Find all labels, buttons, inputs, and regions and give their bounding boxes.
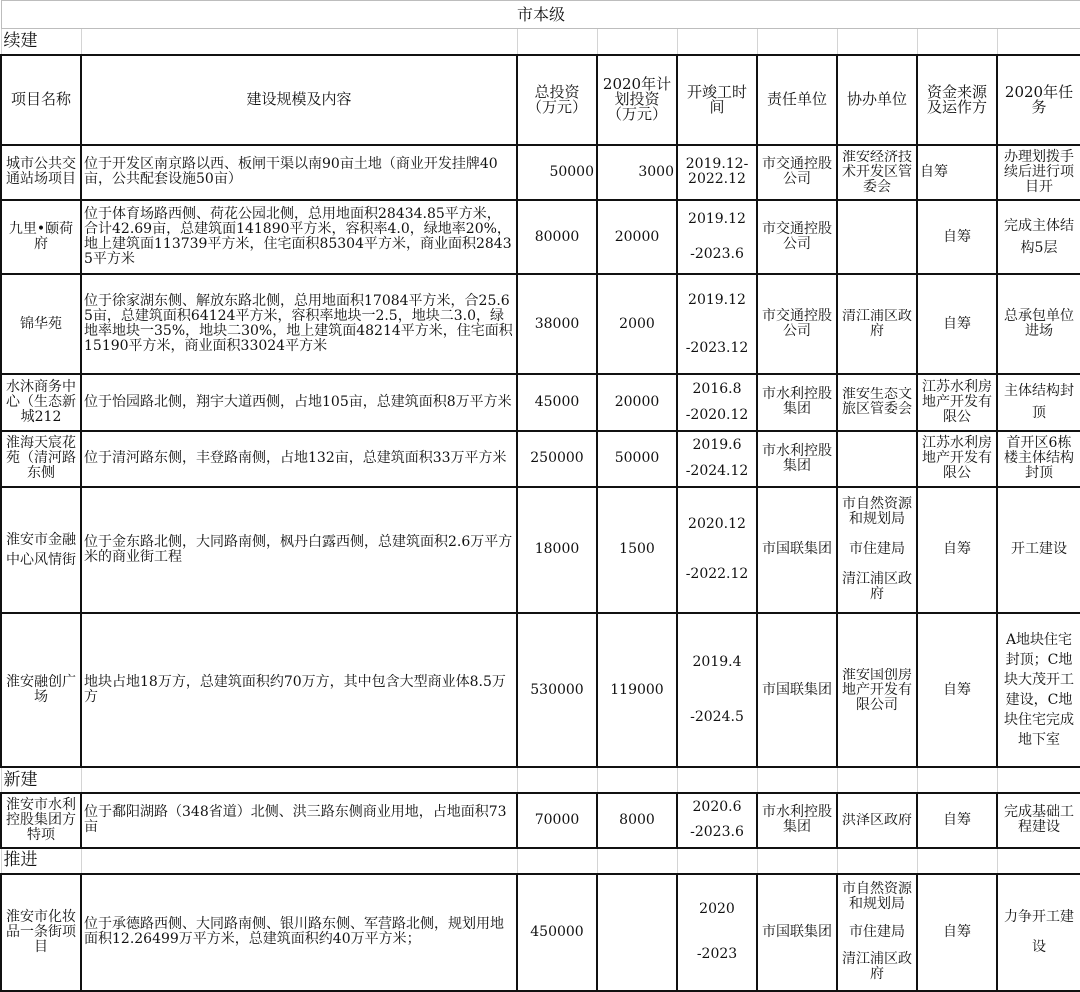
construction-period [677,145,757,200]
end-date: -2020.12 [685,406,749,423]
plan-investment: 2000 [597,274,677,374]
funding-source: 自筹 [917,200,997,274]
project-scope: 位于清河路东侧，丰登路南侧，占地132亩，总建筑面积33万平方米 [81,431,517,487]
responsible-unit: 市国联集团 [757,613,837,767]
start-date: 2019.12 [688,291,746,308]
funding-source: 江苏水利房地产开发有限公 [917,374,997,430]
sheet-title: 市本级 [1,1,1080,29]
annual-task: 开工建设 [997,487,1080,613]
project-scope: 位于承德路西侧、大同路南侧、银川路东侧、军营路北侧，规划用地面积12.26499万平方米，总建筑面积约40万平方米； [81,874,517,991]
assisting-unit-name: 清江浦区政府 [842,571,912,603]
start-date: 2019.4 [692,654,742,671]
project-scope: 位于鄱阳湖路（348省道）北侧、洪三路东侧商业用地，占地面积73亩 [81,793,517,847]
header-assist: 协办单位 [837,55,917,145]
assisting-unit-name: 市住建局 [849,541,905,558]
assisting-unit [837,374,917,430]
assisting-unit [837,793,917,847]
total-investment: 250000 [517,431,597,487]
plan-investment: 8000 [597,793,677,847]
assisting-unit-name: 清江浦区政府 [842,951,912,983]
assisting-unit-name: 淮安生态文旅区管委会 [842,387,912,418]
construction-period [677,613,757,767]
plan-investment: 50000 [597,431,677,487]
annual-task: 力争开工建设 [997,874,1080,991]
header-scope: 建设规模及内容 [81,55,517,145]
project-scope: 位于体育场路西侧、荷花公园北侧，总用地面积28434.85平方米，合计42.69亩，总建筑面141890平方米，容积率4.0，绿地率20%，地上建筑面113739平方米，住宅面积85304平方米，商业面积28435平方米 [81,200,517,274]
total-investment: 530000 [517,613,597,767]
assisting-unit-name: 淮安国创房地产开发有限公司 [842,667,912,713]
responsible-unit: 市交通控股公司 [757,274,837,374]
start-date: 2019.6 [692,437,742,454]
plan-investment: 3000 [597,145,677,200]
table-row [1,874,1080,991]
total-investment: 38000 [517,274,597,374]
annual-task: A地块住宅封顶；C地块大茂开工建设，C地块住宅完成地下室 [997,613,1080,767]
start-date: 2019.12- [685,157,749,173]
project-name: 九里•颐荷府 [1,200,81,274]
assisting-unit-name: 市自然资源和规划局 [842,881,912,913]
plan-investment: 119000 [597,613,677,767]
project-scope: 位于徐家湖东侧、解放东路北侧，总用地面积17084平方米，合25.65亩，总建筑面积64124平方米，容积率地块一2.5，地块二3.0，绿地率地块一35%，地块二30%，地上建筑面48214平方米，住宅面积15190平方米，商业面积33024平方米 [81,274,517,374]
end-date: 2022.12 [688,172,746,188]
annual-task: 首开区6栋楼主体结构封顶 [997,431,1080,487]
project-name: 淮海天宸花苑（清河路东侧 [1,431,81,487]
header-fund: 资金来源及运作方 [917,55,997,145]
project-scope: 位于开发区南京路以西、板闸干渠以南90亩土地（商业开发挂牌40亩，公共配套设施50亩） [81,145,517,200]
plan-investment [597,874,677,991]
end-date: -2023.6 [690,246,744,263]
table-row [1,793,1080,847]
assisting-unit-name: 清江浦区政府 [842,309,912,340]
header-task: 2020年任务 [997,55,1080,145]
total-investment: 80000 [517,200,597,274]
start-date: 2020.12 [688,516,746,533]
annual-task: 总承包单位进场 [997,274,1080,374]
responsible-unit: 市水利控股集团 [757,793,837,847]
start-date: 2019.12 [688,211,746,228]
table-row [1,431,1080,487]
plan-investment: 20000 [597,374,677,430]
project-name: 淮安市金融中心风情街 [1,487,81,613]
construction-period [677,374,757,430]
start-date: 2020.6 [692,799,742,816]
funding-source: 自筹 [917,487,997,613]
table-row [1,274,1080,374]
assisting-unit [837,145,917,200]
assisting-unit-name: 淮安经济技术开发区管委会 [842,149,912,195]
header-row [1,55,1080,145]
responsible-unit: 市国联集团 [757,874,837,991]
total-investment: 45000 [517,374,597,430]
table-row [1,613,1080,767]
annual-task: 主体结构封顶 [997,374,1080,430]
responsible-unit: 市水利控股集团 [757,374,837,430]
responsible-unit: 市国联集团 [757,487,837,613]
section-continuing: 续建 [1,29,81,55]
table-row [1,200,1080,274]
project-name: 锦华苑 [1,274,81,374]
project-name: 城市公共交通站场项目 [1,145,81,200]
project-scope: 位于金东路北侧，大同路南侧，枫丹白露西侧，总建筑面积2.6万平方米的商业街工程 [81,487,517,613]
funding-source: 自筹 [917,274,997,374]
section-advance: 推进 [1,848,81,874]
funding-source: 自筹 [917,145,997,200]
assisting-unit [837,874,917,991]
assisting-unit-name: 市住建局 [849,923,905,940]
construction-period [677,874,757,991]
assisting-unit [837,487,917,613]
total-investment: 50000 [517,145,597,200]
assisting-unit [837,200,917,274]
header-total: 总投资（万元） [517,55,597,145]
funding-source: 自筹 [917,874,997,991]
funding-source: 自筹 [917,793,997,847]
assisting-unit-name: 市自然资源和规划局 [842,496,912,528]
project-name: 淮安市水利控股集团方特项 [1,793,81,847]
end-date: -2023.6 [690,824,744,841]
total-investment: 450000 [517,874,597,991]
responsible-unit: 市交通控股公司 [757,200,837,274]
header-plan: 2020年计划投资（万元） [597,55,677,145]
plan-investment: 20000 [597,200,677,274]
end-date: -2023.12 [685,339,749,356]
table-row [1,145,1080,200]
construction-period [677,274,757,374]
construction-period [677,200,757,274]
end-date: -2024.12 [685,463,749,480]
project-scope: 地块占地18万方，总建筑面积约70万方，其中包含大型商业体8.5万方 [81,613,517,767]
construction-period [677,431,757,487]
plan-investment: 1500 [597,487,677,613]
project-name: 淮安市化妆品一条街项目 [1,874,81,991]
funding-source: 自筹 [917,613,997,767]
annual-task: 办理划拨手续后进行项目开 [997,145,1080,200]
annual-task: 完成基础工程建设 [997,793,1080,847]
table-row [1,487,1080,613]
header-resp: 责任单位 [757,55,837,145]
annual-task: 完成主体结构5层 [997,200,1080,274]
header-name: 项目名称 [1,55,81,145]
responsible-unit: 市交通控股公司 [757,145,837,200]
end-date: -2023 [696,946,738,963]
assisting-unit [837,613,917,767]
construction-period [677,793,757,847]
assisting-unit [837,431,917,487]
header-period: 开竣工时间 [677,55,757,145]
construction-period [677,487,757,613]
responsible-unit: 市水利控股集团 [757,431,837,487]
start-date: 2020 [699,901,735,918]
project-name: 淮安融创广场 [1,613,81,767]
end-date: -2022.12 [685,566,749,583]
section-new: 新建 [1,767,81,793]
assisting-unit-name: 洪泽区政府 [842,812,912,828]
end-date: -2024.5 [690,709,744,726]
total-investment: 18000 [517,487,597,613]
assisting-unit [837,274,917,374]
total-investment: 70000 [517,793,597,847]
table-row [1,374,1080,430]
start-date: 2016.8 [692,380,742,397]
funding-source: 江苏水利房地产开发有限公 [917,431,997,487]
project-scope: 位于怡园路北侧，翔宇大道西侧，占地105亩，总建筑面积8万平方米 [81,374,517,430]
project-name: 水沐商务中心（生态新城212 [1,374,81,430]
